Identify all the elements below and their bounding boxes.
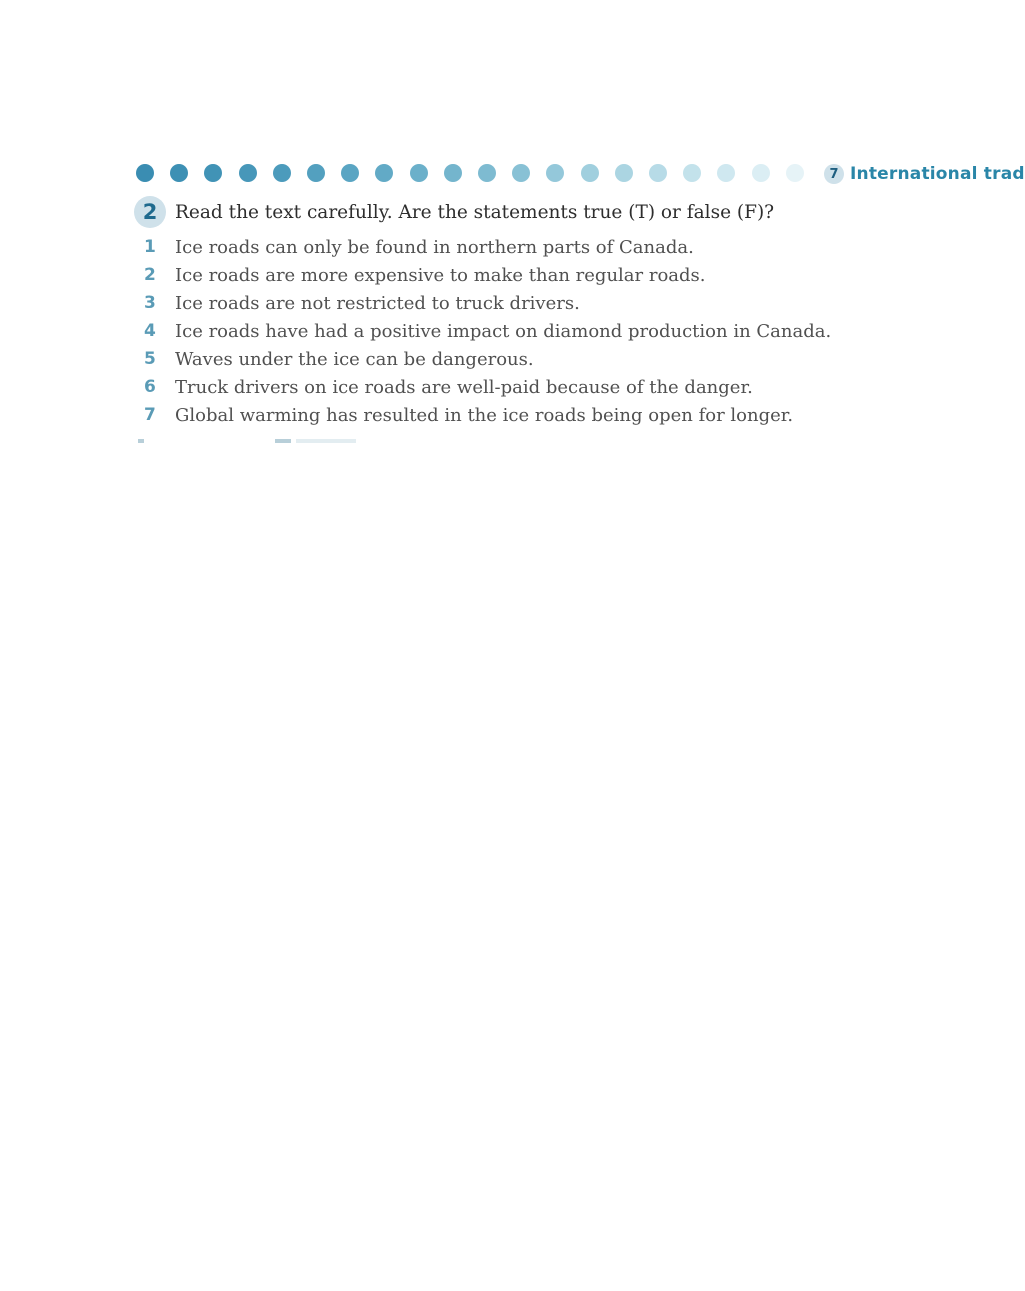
statement-item — [144, 233, 831, 261]
progress-dot — [786, 164, 804, 182]
statement-text: Waves under the ice can be dangerous. — [175, 348, 534, 370]
statement-item — [144, 289, 831, 317]
progress-dot — [136, 164, 154, 182]
unit-header — [824, 162, 1025, 186]
progress-dot — [273, 164, 291, 182]
statement-number: 6 — [144, 377, 156, 397]
progress-dot — [615, 164, 633, 182]
statement-item — [144, 317, 831, 345]
cut-off-line — [138, 439, 144, 443]
statement-text: Ice roads are more expensive to make than regular roads. — [175, 264, 706, 286]
progress-dot — [341, 164, 359, 182]
progress-dot — [752, 164, 770, 182]
exercise-number-badge: 2 — [134, 196, 166, 228]
progress-dot — [375, 164, 393, 182]
unit-number-badge: 7 — [824, 164, 844, 184]
statement-text: Global warming has resulted in the ice roads being open for longer. — [175, 404, 794, 426]
progress-dot — [717, 164, 735, 182]
statement-item — [144, 373, 831, 401]
progress-dot — [478, 164, 496, 182]
progress-dot — [546, 164, 564, 182]
statement-list — [144, 233, 831, 429]
statement-number: 5 — [144, 349, 156, 369]
progress-dot — [581, 164, 599, 182]
exercise-instruction: Read the text carefully. Are the statements true (T) or false (F)? — [175, 201, 775, 223]
statement-number: 3 — [144, 293, 156, 313]
progress-dot — [410, 164, 428, 182]
statement-text: Ice roads can only be found in northern parts of Canada. — [175, 236, 694, 258]
statement-item — [144, 261, 831, 289]
progress-dot — [649, 164, 667, 182]
progress-dot — [444, 164, 462, 182]
progress-dot — [307, 164, 325, 182]
statement-text: Ice roads have had a positive impact on diamond production in Canada. — [175, 320, 832, 342]
exercise-heading — [134, 196, 774, 228]
statement-number: 1 — [144, 237, 156, 257]
progress-dot — [512, 164, 530, 182]
cut-off-line — [275, 439, 291, 443]
progress-dot — [170, 164, 188, 182]
progress-dots — [136, 163, 816, 183]
statement-number: 2 — [144, 265, 156, 285]
cut-off-line — [296, 439, 356, 443]
progress-dot — [204, 164, 222, 182]
progress-dot — [239, 164, 257, 182]
statement-item — [144, 401, 831, 429]
statement-text: Truck drivers on ice roads are well-paid because of the danger. — [175, 376, 753, 398]
statement-number: 4 — [144, 321, 156, 341]
unit-title: International trad — [850, 164, 1025, 184]
statement-number: 7 — [144, 405, 156, 425]
statement-text: Ice roads are not restricted to truck drivers. — [175, 292, 580, 314]
statement-item — [144, 345, 831, 373]
progress-dot — [683, 164, 701, 182]
